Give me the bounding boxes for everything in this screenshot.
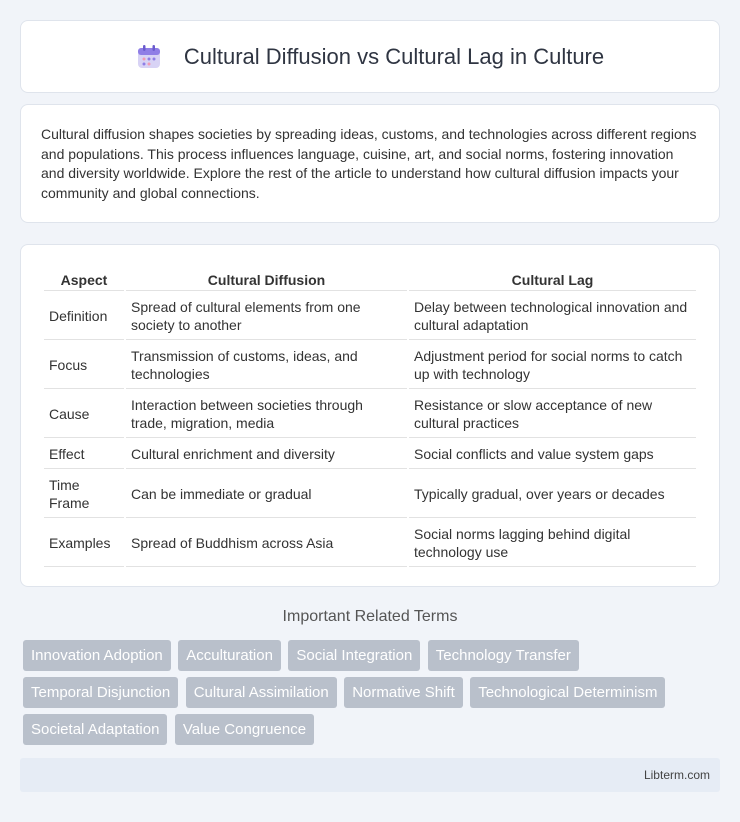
cell-diffusion: Spread of cultural elements from one society to another [126, 293, 407, 340]
related-term-tag[interactable]: Value Congruence [175, 714, 314, 745]
related-term-tag[interactable]: Social Integration [288, 640, 420, 671]
cell-lag: Delay between technological innovation and cultural adaptation [409, 293, 696, 340]
cell-diffusion: Transmission of customs, ideas, and technologies [126, 342, 407, 389]
footer [20, 758, 720, 792]
cell-lag: Social conflicts and value system gaps [409, 440, 696, 469]
cell-lag: Social norms lagging behind digital technology use [409, 520, 696, 567]
related-term-tag[interactable]: Technological Determinism [470, 677, 665, 708]
intro-card [20, 104, 720, 223]
header-cultural-lag: Cultural Lag [409, 267, 696, 291]
header-aspect: Aspect [44, 267, 124, 291]
table-row [44, 391, 696, 438]
table-row [44, 293, 696, 340]
related-term-tag[interactable]: Temporal Disjunction [23, 677, 178, 708]
related-term-tag[interactable]: Societal Adaptation [23, 714, 167, 745]
related-terms-title: Important Related Terms [282, 608, 458, 625]
cell-aspect: Effect [44, 440, 124, 469]
table-row [44, 520, 696, 567]
table-row [44, 342, 696, 389]
cell-aspect: Definition [44, 293, 124, 340]
related-term-tag[interactable]: Acculturation [178, 640, 281, 671]
footer-site-link[interactable]: Libterm.com [643, 768, 710, 782]
cell-diffusion: Spread of Buddhism across Asia [126, 520, 407, 567]
intro-text: Cultural diffusion shapes societies by spreading ideas, customs, and technologies across different regions and populations. This process influences language, cuisine, art, and social norms, fostering innovation and diversity worldwide. Explore the rest of the article to understand how cultural diffusion impacts your community and global connections. [41, 126, 697, 201]
related-term-tag[interactable]: Innovation Adoption [23, 640, 171, 671]
related-term-tag[interactable]: Cultural Assimilation [186, 677, 337, 708]
cell-aspect: Cause [44, 391, 124, 438]
cell-aspect: Focus [44, 342, 124, 389]
calendar-icon [136, 44, 162, 70]
cell-lag: Adjustment period for social norms to catch up with technology [409, 342, 696, 389]
table-row [44, 440, 696, 469]
comparison-card [20, 244, 720, 587]
related-term-tag[interactable]: Technology Transfer [428, 640, 579, 671]
related-terms-list [23, 640, 723, 751]
cell-lag: Typically gradual, over years or decades [409, 471, 696, 518]
cell-diffusion: Can be immediate or gradual [126, 471, 407, 518]
comparison-table [42, 265, 698, 569]
cell-aspect: Time Frame [44, 471, 124, 518]
cell-diffusion: Interaction between societies through trade, migration, media [126, 391, 407, 438]
cell-aspect: Examples [44, 520, 124, 567]
table-header-row [44, 267, 696, 291]
related-term-tag[interactable]: Normative Shift [344, 677, 463, 708]
title-card [20, 20, 720, 93]
header-cultural-diffusion: Cultural Diffusion [126, 267, 407, 291]
table-row [44, 471, 696, 518]
cell-diffusion: Cultural enrichment and diversity [126, 440, 407, 469]
page-title: Cultural Diffusion vs Cultural Lag in Culture [183, 43, 605, 69]
cell-lag: Resistance or slow acceptance of new cultural practices [409, 391, 696, 438]
